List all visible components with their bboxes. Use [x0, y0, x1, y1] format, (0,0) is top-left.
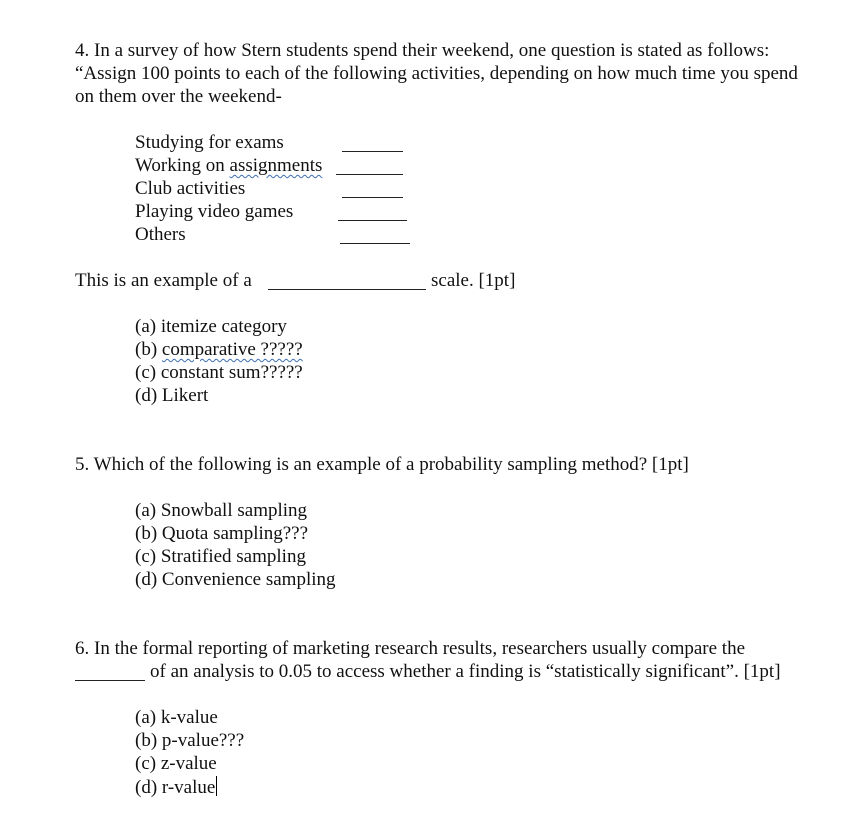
q4-option-b-prefix: (b): [135, 339, 162, 360]
q4-blank-working[interactable]: [336, 174, 403, 175]
q4-blank-video-games[interactable]: [338, 220, 407, 221]
q5-stem: 5. Which of the following is an example of a probability sampling method? [1pt]: [75, 454, 689, 475]
q6-blank[interactable]: [75, 680, 145, 681]
q4-blank-club[interactable]: [342, 197, 403, 198]
q5-option-c: (c) Stratified sampling: [135, 546, 306, 567]
q4-activity-working-label: Working on: [135, 155, 230, 176]
q6-option-d-text: (d) r-value: [135, 777, 216, 798]
q6-option-b: (b) p-value???: [135, 730, 245, 751]
q6-option-c: (c) z-value: [135, 753, 217, 774]
q4-blank-studying[interactable]: [342, 151, 403, 152]
q4-option-b: [135, 339, 303, 361]
q4-scale-blank[interactable]: [268, 289, 426, 290]
q4-scale-stem-end: scale. [1pt]: [431, 270, 516, 291]
q5-option-a: (a) Snowball sampling: [135, 500, 308, 521]
q5-option-d: (d) Convenience sampling: [135, 569, 336, 590]
q4-option-a: (a) itemize category: [135, 316, 287, 337]
q6-option-a: (a) k-value: [135, 707, 218, 728]
q4-activity-video-games: Playing video games: [135, 201, 294, 222]
q4-scale-stem-start: This is an example of a: [75, 270, 252, 291]
text-cursor: [216, 776, 217, 796]
q4-activity-working: [135, 155, 322, 177]
q4-stem-line1: 4. In a survey of how Stern students spend their weekend, one question is stated as follows:: [75, 40, 770, 61]
q5-option-b: (b) Quota sampling???: [135, 523, 309, 544]
q6-stem-line2: of an analysis to 0.05 to access whether a finding is “statistically significant”. [1pt]: [150, 661, 781, 682]
q6-stem-line1: 6. In the formal reporting of marketing research results, researchers usually compare the: [75, 638, 746, 659]
q4-option-c: (c) constant sum?????: [135, 362, 303, 383]
q4-stem-line2: “Assign 100 points to each of the following activities, depending on how much time you spend: [75, 63, 798, 84]
q4-activity-studying: Studying for exams: [135, 132, 284, 153]
q6-option-d[interactable]: [135, 776, 217, 799]
q4-option-d: (d) Likert: [135, 385, 209, 406]
q4-stem-line3: on them over the weekend-: [75, 86, 282, 107]
spell-check-underline: assignments: [229, 155, 323, 176]
q4-blank-others[interactable]: [340, 243, 410, 244]
q4-activity-others: Others: [135, 224, 186, 245]
q4-activity-club: Club activities: [135, 178, 246, 199]
q4-option-b-text: comparative ?????: [161, 339, 303, 360]
